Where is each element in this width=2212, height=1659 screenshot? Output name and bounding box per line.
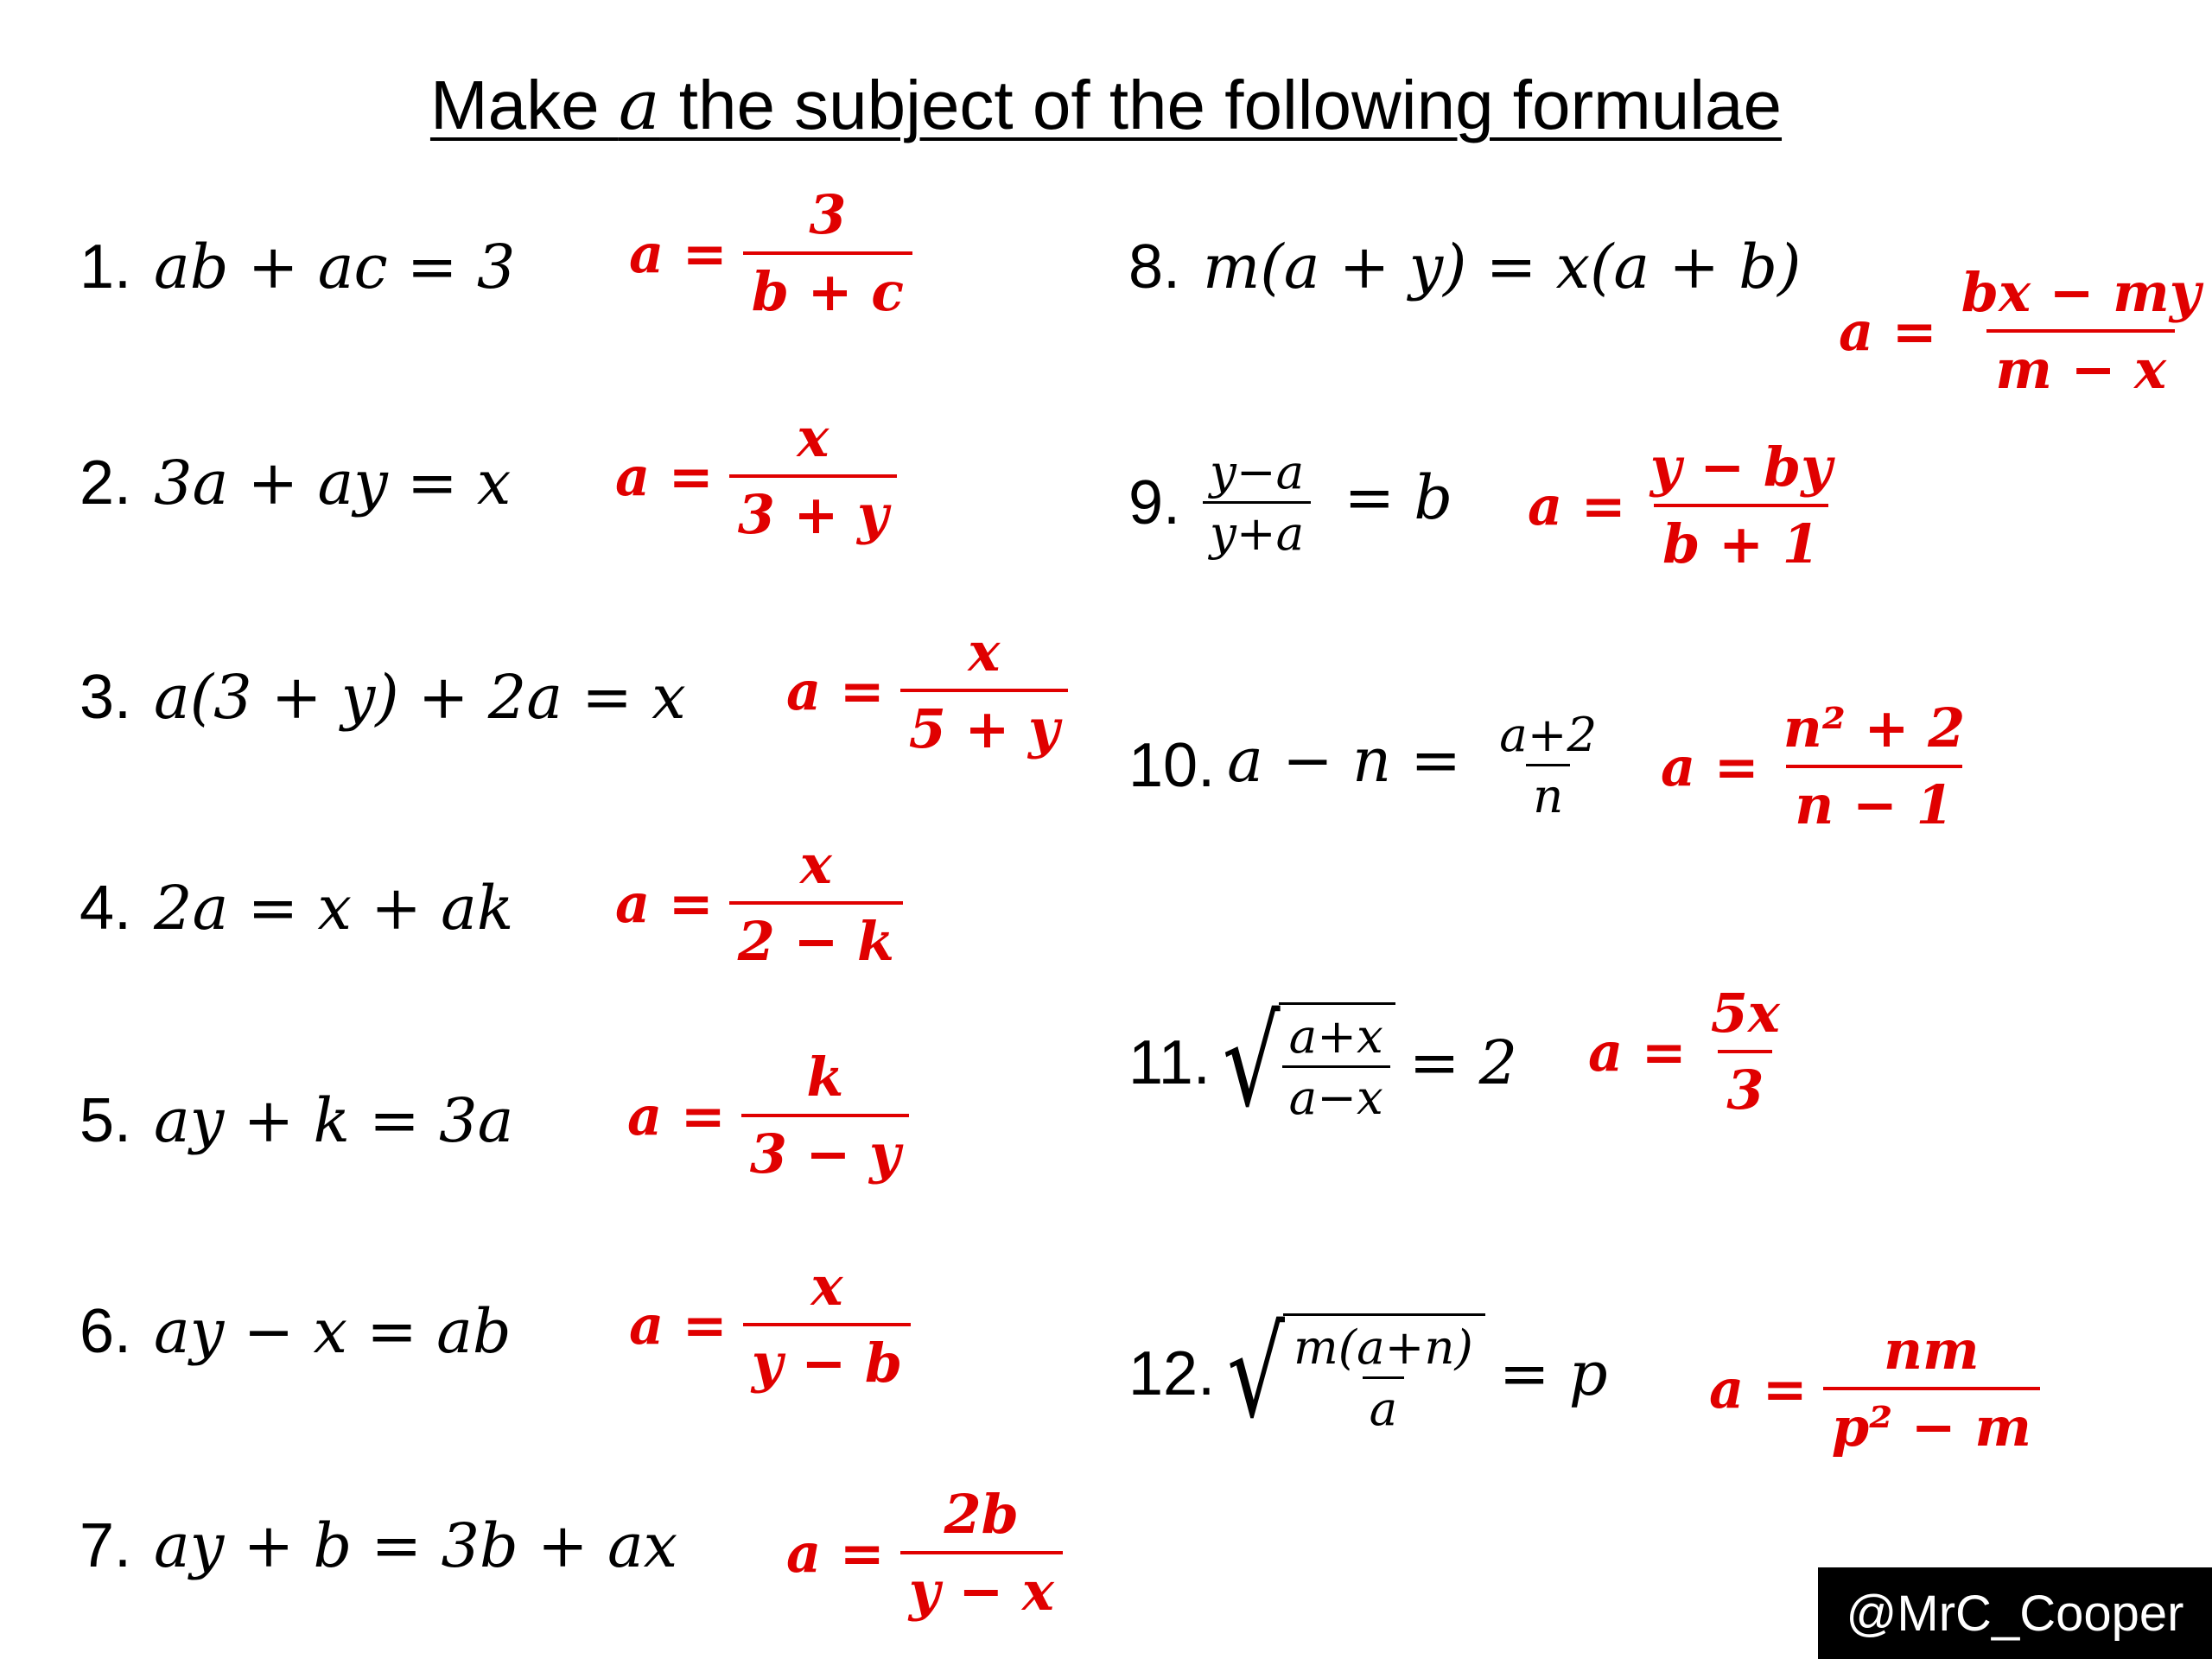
answer-5 (627, 1046, 909, 1186)
answer-denominator: y − b (743, 1323, 912, 1391)
answer-denominator: 3 (1718, 1050, 1772, 1118)
answer-denominator: y − x (900, 1551, 1063, 1619)
answer-lhs: a = (1839, 299, 1937, 363)
answer-numerator: x (799, 833, 832, 896)
answer-numerator: y − by (1649, 435, 1833, 499)
answer-3 (786, 620, 1068, 761)
question-equation (1227, 709, 1604, 822)
answer-numerator: 5x (1710, 982, 1780, 1045)
question-2 (79, 448, 511, 518)
question-equation: ay + k = 3a (154, 1085, 514, 1156)
question-number: 10. (1128, 730, 1216, 800)
question-number: 8. (1128, 232, 1181, 302)
question-number: 5. (79, 1086, 132, 1155)
fraction-numerator: a+x (1288, 1008, 1383, 1064)
answer-numerator: x (968, 620, 1001, 683)
answer-denominator: 2 − k (729, 901, 903, 969)
question-10 (1128, 709, 1604, 822)
equation-rhs: = b (1344, 461, 1453, 533)
credit-badge: @MrC_Cooper (1818, 1567, 2212, 1659)
question-equation: ay − x = ab (154, 1296, 512, 1367)
question-1 (79, 232, 515, 302)
title-before: Make (429, 67, 619, 143)
fraction-denominator: a (1363, 1376, 1405, 1434)
question-number: 3. (79, 663, 132, 732)
fraction-denominator: a−x (1282, 1065, 1390, 1123)
answer-fraction (900, 620, 1068, 761)
answer-numerator: 3 (809, 183, 847, 246)
answer-lhs: a = (786, 1521, 885, 1585)
question-3 (79, 662, 686, 733)
radicand (1279, 1002, 1395, 1126)
question-equation (1203, 444, 1453, 562)
answer-11 (1588, 982, 1789, 1122)
fraction-denominator: y+a (1203, 501, 1311, 559)
question-equation: ab + ac = 3 (154, 232, 516, 302)
question-5 (79, 1085, 513, 1156)
fraction-numerator: a+2 (1499, 707, 1598, 762)
question-equation: 3a + ay = x (154, 448, 512, 518)
question-number: 1. (79, 232, 132, 302)
question-number: 2. (79, 448, 132, 518)
question-fraction (1492, 709, 1604, 822)
question-equation: 2a = x + ak (154, 873, 514, 944)
answer-lhs: a = (615, 444, 714, 508)
radical-icon: √ (1222, 991, 1281, 1134)
radicand (1283, 1313, 1485, 1437)
question-number: 11. (1128, 1028, 1211, 1098)
answer-numerator: bx − my (1961, 261, 2201, 324)
answer-8 (1839, 261, 2209, 402)
answer-denominator: p² − m (1823, 1387, 2040, 1455)
question-number: 6. (79, 1297, 132, 1366)
answer-fraction (1702, 982, 1789, 1122)
question-12 (1128, 1302, 1608, 1445)
equation-rhs: = 2 (1408, 1027, 1518, 1099)
answer-denominator: 5 + y (900, 689, 1068, 757)
answer-fraction (900, 1483, 1063, 1624)
answer-lhs: a = (1588, 1020, 1687, 1084)
answer-denominator: n − 1 (1786, 765, 1961, 833)
answer-10 (1661, 696, 1974, 837)
question-number: 4. (79, 874, 132, 943)
answer-numerator: k (806, 1046, 844, 1109)
answer-denominator: b + c (743, 251, 912, 320)
answer-numerator: n² + 2 (1783, 696, 1966, 760)
question-equation: m(a + y) = x(a + b) (1203, 232, 1802, 302)
question-4 (79, 873, 513, 944)
question-fraction (1282, 1008, 1390, 1126)
answer-numerator: x (797, 406, 830, 469)
question-fraction (1203, 444, 1311, 562)
question-number: 9. (1128, 467, 1181, 537)
answer-lhs: a = (629, 1293, 728, 1357)
radical-icon: √ (1227, 1302, 1286, 1445)
answer-lhs: a = (627, 1084, 726, 1147)
fraction-numerator: m(a+n) (1294, 1319, 1473, 1375)
answer-fraction (1823, 1319, 2040, 1459)
answer-1 (629, 183, 912, 324)
answer-4 (615, 833, 903, 974)
answer-fraction (743, 183, 912, 324)
square-root (1227, 1302, 1485, 1445)
answer-denominator: 3 + y (729, 474, 897, 543)
question-number: 7. (79, 1511, 132, 1580)
question-7 (79, 1510, 677, 1581)
answer-7 (786, 1483, 1063, 1624)
question-equation (1222, 991, 1518, 1134)
answer-fraction (1953, 261, 2209, 402)
question-9 (1128, 444, 1453, 562)
fraction-numerator: y−a (1210, 444, 1305, 499)
answer-lhs: a = (1709, 1357, 1808, 1421)
answer-numerator: nm (1883, 1319, 1980, 1382)
answer-denominator: b + 1 (1654, 504, 1828, 572)
answer-denominator: m − x (1986, 329, 2175, 397)
title-after: the subject of the following formulae (659, 67, 1783, 143)
answer-12 (1709, 1319, 2040, 1459)
question-number: 12. (1128, 1339, 1216, 1409)
question-equation: ay + b = 3b + ax (154, 1510, 678, 1581)
question-equation (1227, 1302, 1608, 1445)
question-equation: a(3 + y) + 2a = x (154, 662, 686, 733)
answer-9 (1528, 435, 1840, 576)
answer-fraction (743, 1255, 912, 1395)
answer-fraction (729, 833, 903, 974)
square-root (1222, 991, 1395, 1134)
answer-denominator: 3 − y (741, 1114, 909, 1182)
fraction-denominator: n (1526, 764, 1570, 822)
answer-lhs: a = (629, 221, 728, 285)
answer-fraction (729, 406, 897, 547)
answer-numerator: 2b (944, 1483, 1020, 1546)
answer-fraction (1775, 696, 1974, 837)
equation-rhs: = p (1498, 1338, 1608, 1410)
equation-lhs: a − n = (1227, 724, 1461, 796)
answer-lhs: a = (1528, 474, 1626, 537)
answer-lhs: a = (786, 658, 885, 722)
page-title (0, 64, 2212, 147)
question-11 (1128, 991, 1518, 1134)
answer-numerator: x (810, 1255, 843, 1318)
answer-fraction (1642, 435, 1841, 576)
answer-fraction (741, 1046, 909, 1186)
title-variable: a (618, 65, 660, 145)
question-6 (79, 1296, 512, 1367)
question-8 (1128, 232, 1801, 302)
answer-2 (615, 406, 897, 547)
answer-lhs: a = (615, 871, 714, 935)
answer-lhs: a = (1661, 734, 1759, 798)
answer-6 (629, 1255, 911, 1395)
question-fraction (1287, 1319, 1480, 1437)
